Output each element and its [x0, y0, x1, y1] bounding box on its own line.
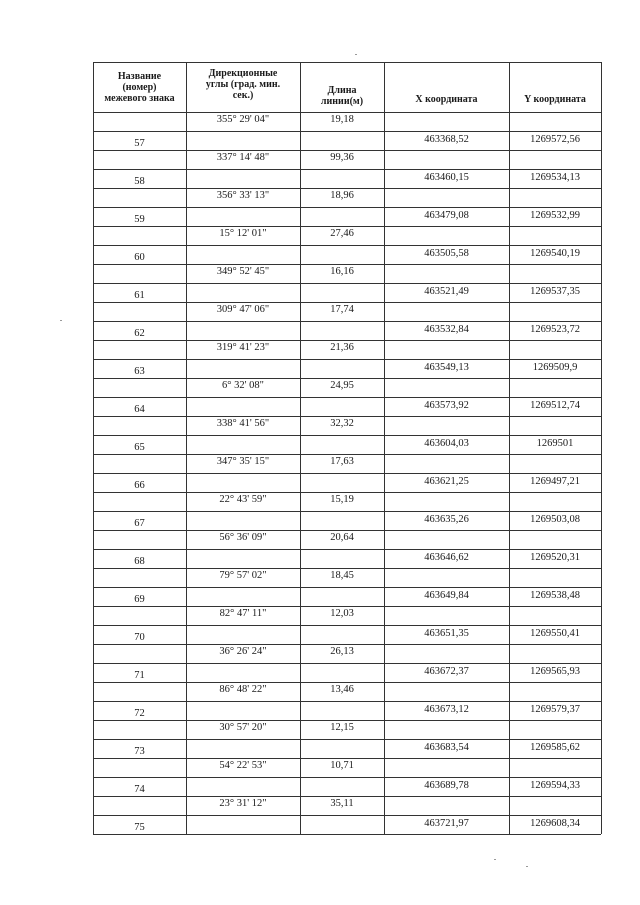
boundary-mark-number-cell: 73 [134, 746, 145, 757]
x-coordinate-cell: 463505,58 [424, 248, 469, 259]
row-divider [93, 606, 601, 607]
direction-angle-cell: 30° 57' 20" [219, 722, 267, 733]
x-coordinate-cell: 463532,84 [424, 324, 469, 335]
row-divider [93, 131, 601, 132]
boundary-mark-number-cell: 67 [134, 518, 145, 529]
row-divider [93, 150, 601, 151]
x-coordinate-cell: 463479,08 [424, 210, 469, 221]
y-coordinate-cell: 1269594,33 [530, 780, 580, 791]
y-coordinate-cell: 1269550,41 [530, 628, 580, 639]
direction-angle-cell: 319° 41' 23" [216, 342, 270, 353]
y-coordinate-cell: 1269540,19 [530, 248, 580, 259]
boundary-mark-number-cell: 75 [134, 822, 145, 833]
x-coordinate-cell: 463649,84 [424, 590, 469, 601]
line-length-cell: 18,96 [330, 190, 354, 201]
line-length-cell: 21,36 [330, 342, 354, 353]
scan-speck [355, 54, 357, 55]
y-coordinate-cell: 1269512,74 [530, 400, 580, 411]
direction-angle-cell: 23° 31' 12" [219, 798, 267, 809]
row-divider [93, 226, 601, 227]
line-length-cell: 15,19 [330, 494, 354, 505]
x-coordinate-cell: 463521,49 [424, 286, 469, 297]
row-divider [93, 815, 601, 816]
direction-angle-cell: 6° 32' 08" [222, 380, 264, 391]
x-coordinate-cell: 463368,52 [424, 134, 469, 145]
boundary-mark-number-cell: 57 [134, 138, 145, 149]
row-divider [93, 207, 601, 208]
direction-angle-cell: 22° 43' 59" [219, 494, 267, 505]
row-divider [93, 625, 601, 626]
x-coordinate-cell: 463689,78 [424, 780, 469, 791]
direction-angle-cell: 79° 57' 02" [219, 570, 267, 581]
boundary-mark-number-cell: 71 [134, 670, 145, 681]
x-coordinate-cell: 463646,62 [424, 552, 469, 563]
row-divider [93, 492, 601, 493]
y-coordinate-cell: 1269579,37 [530, 704, 580, 715]
y-coordinate-cell: 1269520,31 [530, 552, 580, 563]
y-coordinate-cell: 1269537,35 [530, 286, 580, 297]
row-divider [93, 834, 601, 835]
boundary-coordinates-table [93, 62, 601, 834]
row-divider [93, 435, 601, 436]
x-coordinate-cell: 463635,26 [424, 514, 469, 525]
row-divider [93, 739, 601, 740]
x-coordinate-cell: 463673,12 [424, 704, 469, 715]
line-length-cell: 16,16 [330, 266, 354, 277]
column-divider [601, 62, 602, 834]
boundary-mark-number-cell: 72 [134, 708, 145, 719]
header-x: X координата [415, 93, 478, 105]
direction-angle-cell: 82° 47' 11" [219, 608, 267, 619]
y-coordinate-cell: 1269572,56 [530, 134, 580, 145]
y-coordinate-cell: 1269503,08 [530, 514, 580, 525]
boundary-mark-number-cell: 68 [134, 556, 145, 567]
line-length-cell: 27,46 [330, 228, 354, 239]
y-coordinate-cell: 1269532,99 [530, 210, 580, 221]
row-divider [93, 264, 601, 265]
y-coordinate-cell: 1269509,9 [532, 362, 578, 373]
y-coordinate-cell: 1269585,62 [530, 742, 580, 753]
header-name: Название (номер) межевого знака [104, 70, 175, 104]
row-divider [93, 321, 601, 322]
boundary-mark-number-cell: 58 [134, 176, 145, 187]
line-length-cell: 32,32 [330, 418, 354, 429]
line-length-cell: 19,18 [330, 114, 354, 125]
boundary-mark-number-cell: 70 [134, 632, 145, 643]
boundary-mark-number-cell: 64 [134, 404, 145, 415]
row-divider [93, 169, 601, 170]
boundary-mark-number-cell: 63 [134, 366, 145, 377]
row-divider [93, 188, 601, 189]
row-divider [93, 511, 601, 512]
line-length-cell: 17,63 [330, 456, 354, 467]
line-length-cell: 18,45 [330, 570, 354, 581]
row-divider [93, 644, 601, 645]
row-divider [93, 701, 601, 702]
header-y: Y координата [524, 93, 586, 105]
x-coordinate-cell: 463460,15 [424, 172, 469, 183]
direction-angle-cell: 347° 35' 15" [216, 456, 270, 467]
row-divider [93, 340, 601, 341]
row-divider [93, 663, 601, 664]
row-divider [93, 758, 601, 759]
row-divider [93, 720, 601, 721]
line-length-cell: 10,71 [330, 760, 354, 771]
row-divider [93, 530, 601, 531]
row-divider [93, 587, 601, 588]
row-divider [93, 549, 601, 550]
row-divider [93, 397, 601, 398]
boundary-mark-number-cell: 69 [134, 594, 145, 605]
direction-angle-cell: 309° 47' 06" [216, 304, 270, 315]
line-length-cell: 35,11 [330, 798, 354, 809]
direction-angle-cell: 56° 36' 09" [219, 532, 267, 543]
line-length-cell: 24,95 [330, 380, 354, 391]
boundary-mark-number-cell: 61 [134, 290, 145, 301]
y-coordinate-cell: 1269608,34 [530, 818, 580, 829]
row-divider [93, 473, 601, 474]
direction-angle-cell: 36° 26' 24" [219, 646, 267, 657]
table-border [93, 62, 601, 63]
column-divider [186, 62, 187, 834]
scan-speck [526, 866, 528, 867]
y-coordinate-cell: 1269534,13 [530, 172, 580, 183]
x-coordinate-cell: 463604,03 [424, 438, 469, 449]
boundary-mark-number-cell: 59 [134, 214, 145, 225]
direction-angle-cell: 349° 52' 45" [216, 266, 270, 277]
y-coordinate-cell: 1269538,48 [530, 590, 580, 601]
scan-speck [494, 859, 496, 860]
x-coordinate-cell: 463672,37 [424, 666, 469, 677]
line-length-cell: 99,36 [330, 152, 354, 163]
direction-angle-cell: 338° 41' 56" [216, 418, 270, 429]
boundary-mark-number-cell: 66 [134, 480, 145, 491]
x-coordinate-cell: 463721,97 [424, 818, 469, 829]
x-coordinate-cell: 463683,54 [424, 742, 469, 753]
x-coordinate-cell: 463621,25 [424, 476, 469, 487]
row-divider [93, 416, 601, 417]
line-length-cell: 12,15 [330, 722, 354, 733]
boundary-mark-number-cell: 74 [134, 784, 145, 795]
x-coordinate-cell: 463549,13 [424, 362, 469, 373]
y-coordinate-cell: 1269565,93 [530, 666, 580, 677]
row-divider [93, 777, 601, 778]
header-length: Длина линии(м) [320, 85, 364, 107]
row-divider [93, 283, 601, 284]
direction-angle-cell: 356° 33' 13" [216, 190, 270, 201]
line-length-cell: 20,64 [330, 532, 354, 543]
direction-angle-cell: 86° 48' 22" [219, 684, 267, 695]
row-divider [93, 568, 601, 569]
y-coordinate-cell: 1269501 [536, 438, 574, 449]
header-angle: Дирекционные углы (град. мин. сек.) [205, 67, 281, 101]
boundary-mark-number-cell: 60 [134, 252, 145, 263]
x-coordinate-cell: 463651,35 [424, 628, 469, 639]
row-divider [93, 359, 601, 360]
line-length-cell: 13,46 [330, 684, 354, 695]
y-coordinate-cell: 1269523,72 [530, 324, 580, 335]
row-divider [93, 245, 601, 246]
row-divider [93, 454, 601, 455]
line-length-cell: 12,03 [330, 608, 354, 619]
column-divider [300, 62, 301, 834]
y-coordinate-cell: 1269497,21 [530, 476, 580, 487]
scan-speck [60, 320, 62, 321]
line-length-cell: 17,74 [330, 304, 354, 315]
boundary-mark-number-cell: 65 [134, 442, 145, 453]
direction-angle-cell: 15° 12' 01" [219, 228, 267, 239]
header-divider [93, 112, 601, 113]
direction-angle-cell: 355° 29' 04" [216, 114, 270, 125]
row-divider [93, 378, 601, 379]
row-divider [93, 682, 601, 683]
row-divider [93, 796, 601, 797]
direction-angle-cell: 337° 14' 48" [216, 152, 270, 163]
line-length-cell: 26,13 [330, 646, 354, 657]
direction-angle-cell: 54° 22' 53" [219, 760, 267, 771]
boundary-mark-number-cell: 62 [134, 328, 145, 339]
x-coordinate-cell: 463573,92 [424, 400, 469, 411]
row-divider [93, 302, 601, 303]
